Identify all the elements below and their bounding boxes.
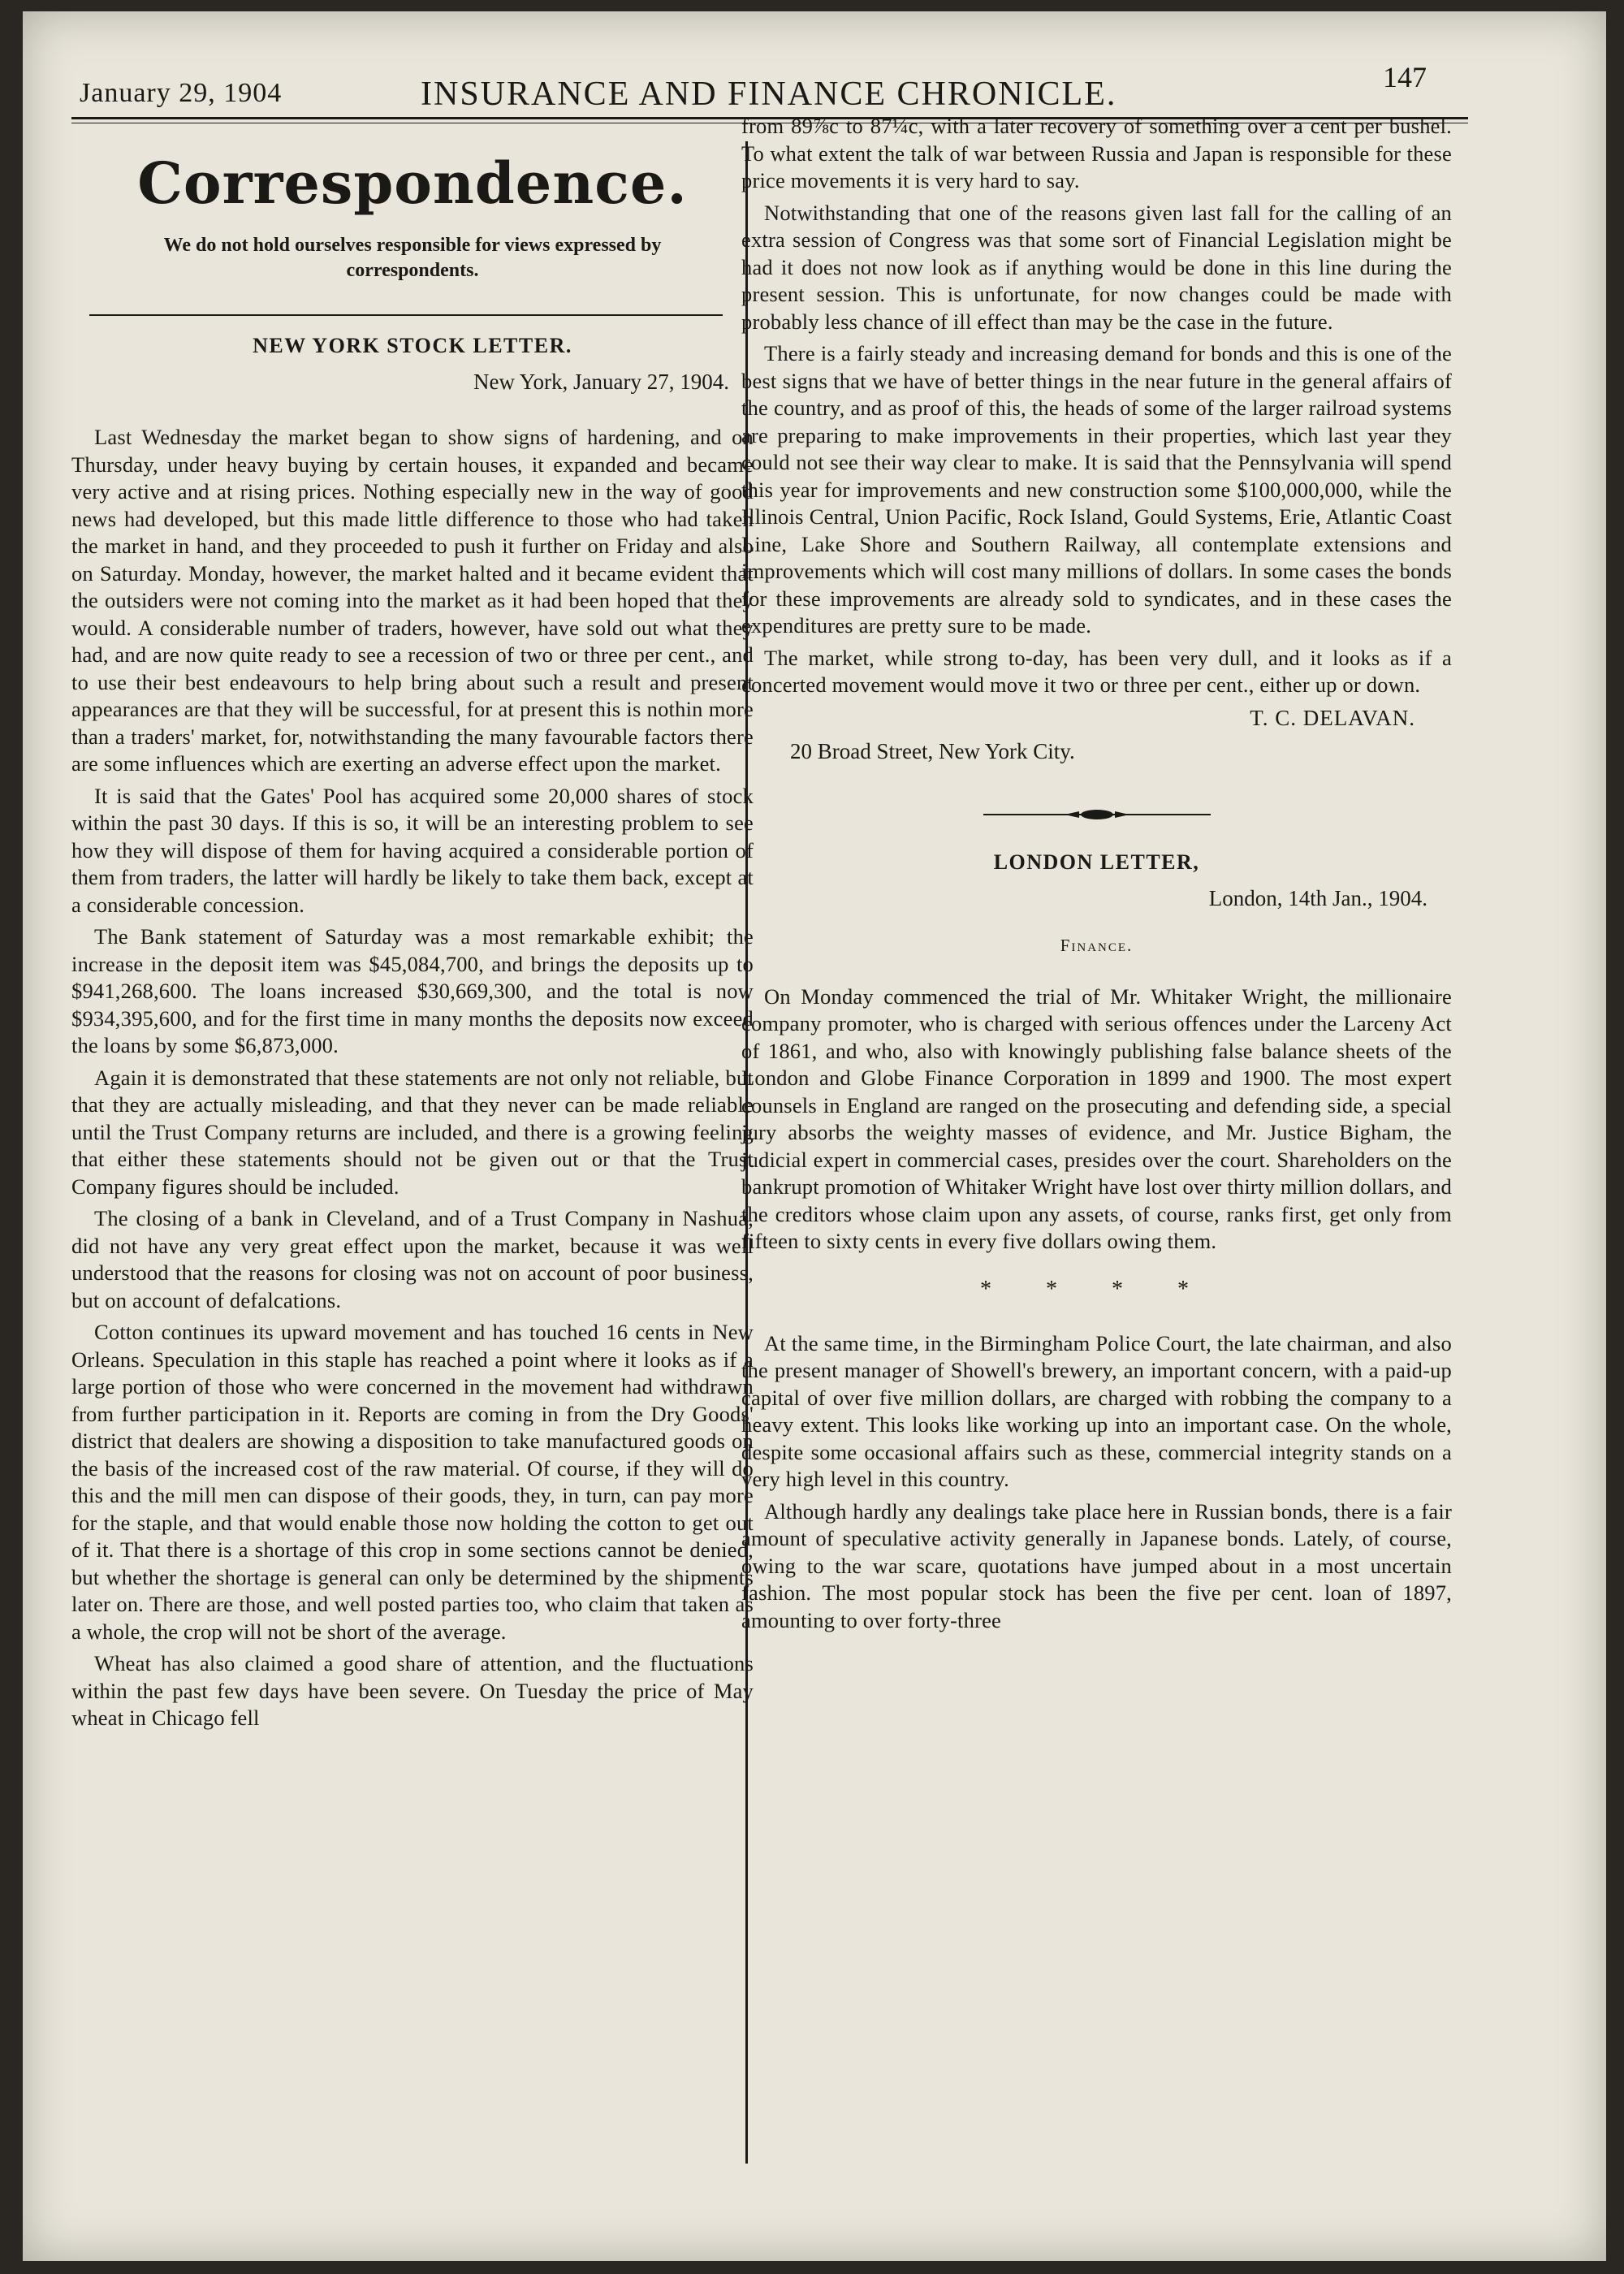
paragraph: Cotton continues its upward movement and has touched 16 cents in New Orleans. Speculation in this staple has reached a point where it looks as if a large portion of those who were concerned in the movement had withdrawn from further participation in it. Reports are coming in from the Dry Goods' district that dealers are showing a disposition to take manufactured goods on the basis of the increased cost of the raw material. Of course, if they will do this and the mill men can dispose of their goods, they, in turn, can pay more for the staple, and that would enable those now holding the cotton to get out of it. That there is a shortage of this crop in some sections cannot be denied, but whether the shortage is general can only be determined by the shipments later on. There are those, and well posted parties too, who claim that taken as a whole, the crop will not be short of the average. [71,1320,754,1644]
editorial-disclaimer: We do not hold ourselves responsible for views expressed by correspondents. [163,235,662,281]
paragraph: The market, while strong to-day, has been very dull, and it looks as if a concerted movement would move it two or three per cent., either up or down. [741,645,1452,697]
masthead-rule [89,314,723,316]
page [23,11,1606,2261]
ny-dateline: New York, January 27, 1904. [473,370,729,394]
ny-letter-continued [741,113,1452,699]
london-letter-title: LONDON LETTER, [993,850,1200,874]
section-masthead: Correspondence. [137,149,688,217]
paragraph: Again it is demonstrated that these statements are not only not reliable, but that they are actually misleading, and that they never can be made reliable until the Trust Company returns are included, and there is a growing feeling that either these statements should not be given out or that the Trust Company figures should be included. [71,1065,754,1199]
london-letter-body [741,984,1452,1256]
ny-letter-body [71,424,754,1732]
running-header [71,45,1427,113]
paragraph: The Bank statement of Saturday was a most remarkable exhibit; the increase in the deposit item was $45,084,700, and brings the deposits up to $941,268,600. The loans increased $30,669,300, and the total is now $934,395,600, and for the first time in many months the deposits now exceed the loans by some $6,873,000. [71,924,754,1057]
paragraph: There is a fairly steady and increasing demand for bonds and this is one of the best signs that we have of better things in the near future in the general affairs of the country, and as proof of this, the heads of some of the larger railroad systems are preparing to make improvements in their properties, which last year they could not see their way clear to make. It is said that the Pennsylvania will spend this year for improvements and new construction some $100,000,000, while the Illinois Central, Union Pacific, Rock Island, Gould Systems, Erie, Atlantic Coast Line, Lake Shore and Southern Railway, all contemplate extensions and improvements which will cost many millions of dollars. In some cases the bonds for these improvements are already sold to syndicates, and in these cases the expenditures are pretty sure to be made. [741,341,1452,638]
paragraph: from 89⅞c to 87¼c, with a later recovery of something over a cent per bushel. To what extent the talk of war between Russia and Japan is responsible for these price movements it is very hard to say. [741,114,1452,192]
header-title: INSURANCE AND FINANCE CHRONICLE. [421,76,1117,113]
ny-signature: T. C. DELAVAN. [1250,705,1415,730]
section-separator: * * * * [980,1276,1213,1302]
paragraph: It is said that the Gates' Pool has acquired some 20,000 shares of stock within the past 30 days. If this is so, it will be an interesting problem to see how they will dispose of them for having acquired a considerable portion of them from traders, the latter will hardly be likely to take them back, except at a considerable concession. [71,783,754,917]
london-letter-body-cont [741,1330,1452,1635]
paragraph: Last Wednesday the market began to show signs of hardening, and on Thursday, under heavy buying by certain houses, it expanded and became very active and at rising prices. Nothing especially new in the way of good news had developed, but this made little difference to those who had taken the market in hand, and they proceeded to push it further on Friday and also on Saturday. Monday, however, the market halted and it became evident that the outsiders were not coming into the market as it had been hoped that they would. A considerable number of traders, however, have sold out what they had, and are now quite ready to see a recession of two or three per cent., and to use their best endeavours to help bring about such a result and present appearances are that they will be successful, for at present this is nothin more than a traders' market, for, notwithstanding the many favourable factors there are some influences which are exerting an adverse effect upon the market. [71,425,754,776]
ny-address: 20 Broad Street, New York City. [790,738,1075,763]
london-dateline: London, 14th Jan., 1904. [1208,885,1427,910]
paragraph: Wheat has also claimed a good share of attention, and the fluctuations within the past few days have been severe. On Tuesday the price of May wheat in Chicago fell [71,1651,754,1730]
ornament-divider-icon [983,806,1211,823]
london-subhead: Finance. [1060,935,1134,955]
paragraph: Notwithstanding that one of the reasons given last fall for the calling of an extra session of Congress was that some sort of Financial Legislation might be had it does not now look as if anything would be done in this line during the present session. This is unfortunate, for now changes could be made with probably less chance of ill effect than may be the case in the future. [741,200,1452,334]
paragraph: Although hardly any dealings take place here in Russian bonds, there is a fair amount of speculative activity generally in Japanese bonds. Lately, of course, owing to the war scare, quotations have jumped about in a most uncertain fashion. The most popular stock has been the five per cent. loan of 1897, amounting to over forty-three [741,1498,1452,1632]
page-number: 147 [1383,61,1427,93]
header-date: January 29, 1904 [80,78,283,108]
paragraph: The closing of a bank in Cleveland, and of a Trust Company in Nashua, did not have any very great effect upon the market, because it was well understood that the reasons for closing was not on account of poor business, but on account of defalcations. [71,1206,754,1312]
paragraph: At the same time, in the Birmingham Police Court, the late chairman, and also the present manager of Showell's brewery, an important concern, with a paid-up capital of over five million dollars, are charged with robbing the company to a heavy extent. This looks like working up into an important case. On the whole, despite some occasional affairs such as these, commercial integrity stands on a very high level in this country. [741,1330,1452,1491]
ny-letter-title: NEW YORK STOCK LETTER. [253,334,572,357]
paragraph: On Monday commenced the trial of Mr. Whitaker Wright, the millionaire company promoter, who is charged with serious offences under the Larceny Act of 1861, and who, also with knowingly publishing false balance sheets of the London and Globe Finance Corporation in 1899 and 1900. The most expert counsels in England are ranged on the prosecuting and defending side, a special jury absorbs the weighty masses of evidence, and Mr. Justice Bigham, the judicial expert in commercial cases, presides over the court. Shareholders on the bankrupt promotion of Whitaker Wright have lost over thirty million dollars, and the creditors whose claim upon any assets, of course, ranks first, get only from fifteen to sixty cents in every five dollars owing them. [741,984,1452,1253]
right-column [741,113,1452,1634]
left-column [71,149,754,1732]
